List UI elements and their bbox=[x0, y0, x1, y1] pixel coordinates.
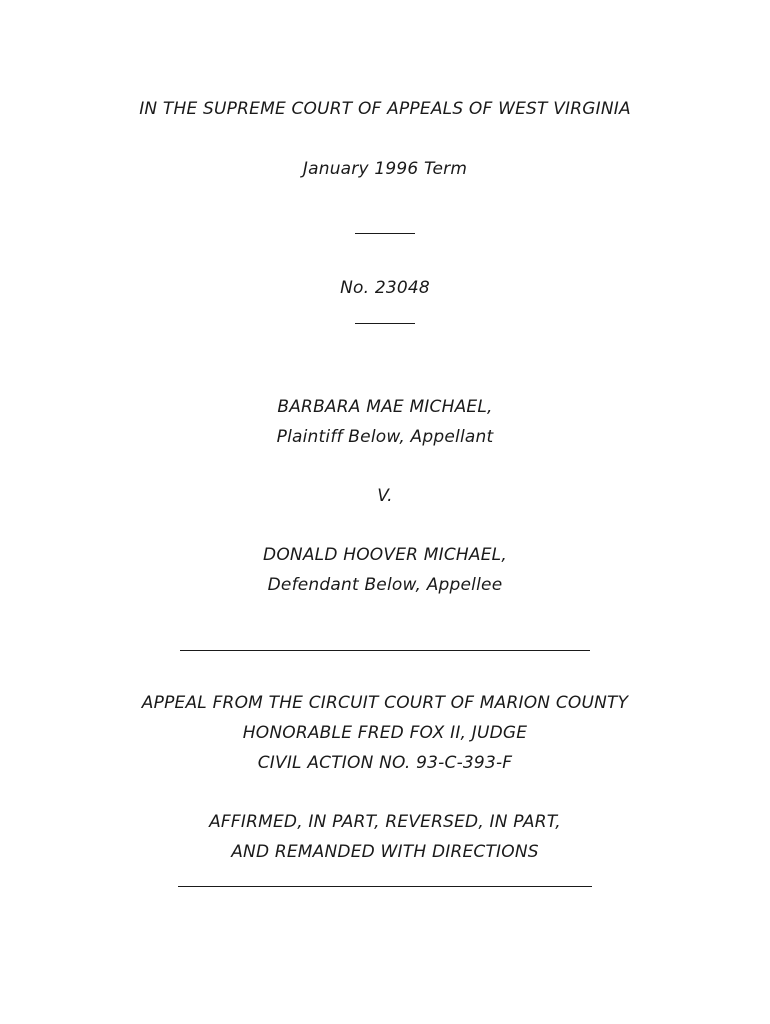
case-number: No. 23048 bbox=[340, 278, 430, 298]
plaintiff-role: Plaintiff Below, Appellant bbox=[276, 427, 494, 447]
defendant-role: Defendant Below, Appellee bbox=[267, 575, 503, 595]
disposition-line-1: AFFIRMED, IN PART, REVERSED, IN PART, bbox=[209, 812, 561, 832]
short-divider-bottom bbox=[355, 323, 415, 324]
long-divider-bottom bbox=[178, 886, 592, 887]
civil-action-number: CIVIL ACTION NO. 93-C-393-F bbox=[257, 753, 513, 773]
short-divider-top bbox=[355, 233, 415, 234]
disposition-line-2: AND REMANDED WITH DIRECTIONS bbox=[231, 842, 539, 862]
appeal-judge: HONORABLE FRED FOX II, JUDGE bbox=[242, 723, 528, 743]
court-heading: IN THE SUPREME COURT OF APPEALS OF WEST VIRGINIA bbox=[139, 99, 631, 119]
term: January 1996 Term bbox=[302, 159, 468, 179]
versus: V. bbox=[377, 486, 393, 506]
defendant-name: DONALD HOOVER MICHAEL, bbox=[263, 545, 507, 565]
long-divider-top bbox=[180, 650, 590, 651]
plaintiff-name: BARBARA MAE MICHAEL, bbox=[277, 397, 493, 417]
appeal-from: APPEAL FROM THE CIRCUIT COURT OF MARION COUNTY bbox=[141, 693, 629, 713]
